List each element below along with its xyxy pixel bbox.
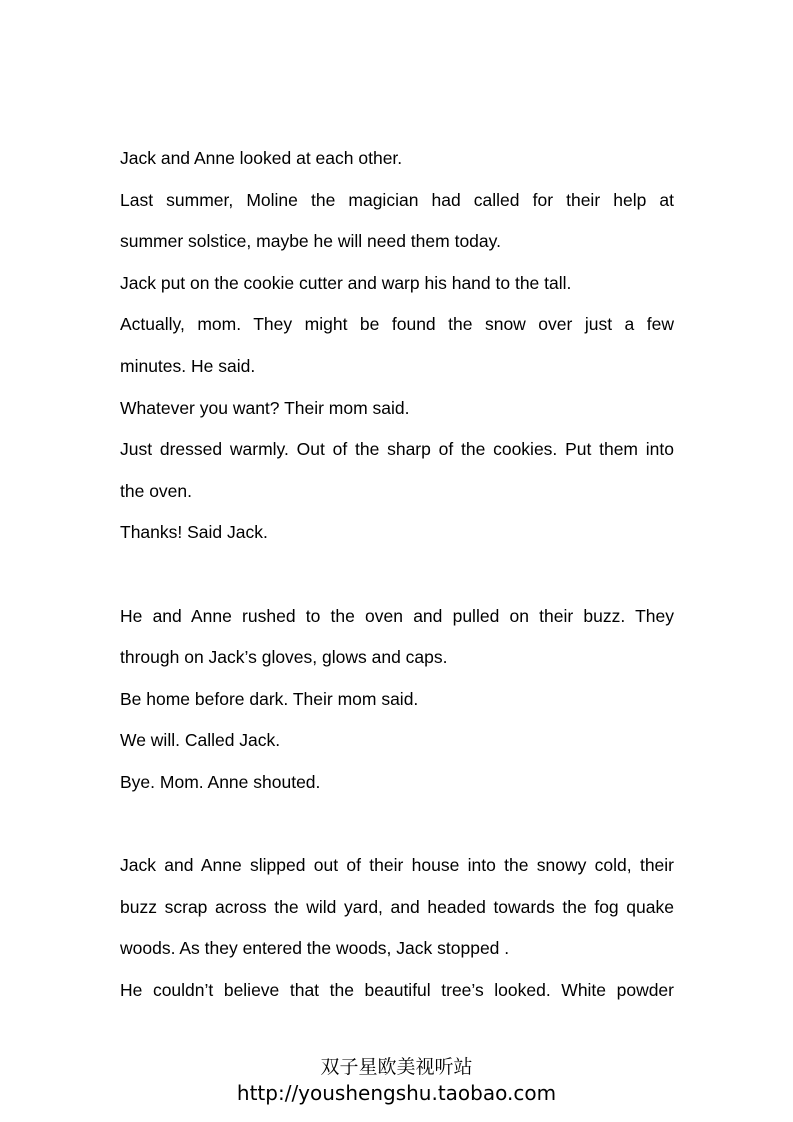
- text-line: minutes. He said.: [120, 355, 256, 376]
- text-line: woods. As they entered the woods, Jack stopped .: [120, 938, 510, 959]
- text-line: He couldn’t believe that the beautiful tree’s looked. White powder: [120, 979, 674, 1000]
- text-line: Jack put on the cookie cutter and warp his hand to the tall.: [120, 272, 572, 293]
- text-line: buzz scrap across the wild yard, and headed towards the fog quake: [120, 896, 674, 917]
- blank-line: [120, 554, 674, 596]
- text-line: through on Jack’s gloves, glows and caps.: [120, 647, 448, 668]
- footer-shop-name: 双子星欧美视听站: [320, 1056, 473, 1078]
- text-line: Just dressed warmly. Out of the sharp of the cookies. Put them into: [120, 439, 674, 460]
- text-line: He and Anne rushed to the oven and pulled on their buzz. They: [120, 605, 674, 626]
- text-line: Actually, mom. They might be found the snow over just a few: [120, 314, 674, 335]
- blank-line: [120, 804, 674, 846]
- text-line: Whatever you want? Their mom said.: [120, 397, 410, 418]
- text-line: Be home before dark. Their mom said.: [120, 688, 419, 709]
- text-line: Bye. Mom. Anne shouted.: [120, 771, 321, 792]
- text-line: the oven.: [120, 480, 192, 501]
- footer-url: http://youshengshu.taobao.com: [236, 1081, 557, 1105]
- text-line: Last summer, Moline the magician had called for their help at: [120, 189, 674, 210]
- text-line: We will. Called Jack.: [120, 730, 281, 751]
- text-line: Thanks! Said Jack.: [120, 522, 268, 543]
- text-line: summer solstice, maybe he will need them today.: [120, 231, 501, 252]
- document-body: [120, 138, 674, 1011]
- text-line: Jack and Anne looked at each other.: [120, 148, 403, 168]
- text-line: Jack and Anne slipped out of their house into the snowy cold, their: [120, 855, 674, 876]
